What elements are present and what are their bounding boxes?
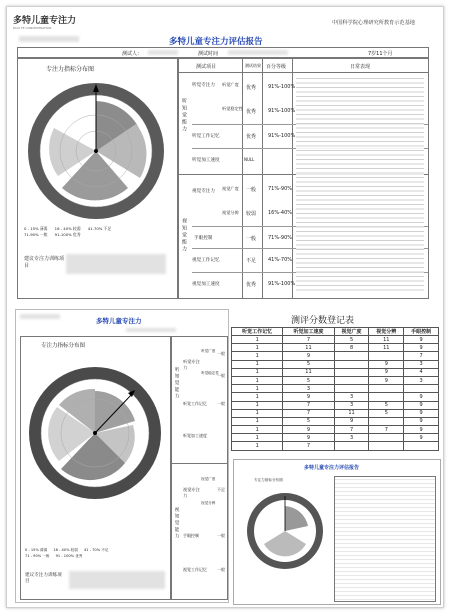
score-cell: 1 <box>232 336 283 344</box>
score-row <box>232 393 439 401</box>
score-cell: 1 <box>232 385 283 393</box>
score-register-page <box>229 309 441 461</box>
score-cell: 1 <box>232 409 283 417</box>
page2-table <box>170 336 228 600</box>
page2-legend <box>25 547 169 559</box>
row-6-pct: 71%-90% <box>268 235 293 241</box>
score-cell <box>334 368 369 376</box>
score-row <box>232 434 439 442</box>
page2-legend-2: 41 - 70% 不足 <box>83 548 109 552</box>
row-8-result: 优秀 <box>246 282 257 288</box>
score-cell: 5 <box>283 360 334 368</box>
score-cell: 3 <box>334 393 369 401</box>
report-title: 多特儿童专注力评估报告 <box>169 37 263 47</box>
score-header-4: 手眼控制 <box>404 328 439 336</box>
score-cell: 1 <box>232 417 283 425</box>
chart-panel-2 <box>20 336 172 600</box>
score-cell: 7 <box>283 336 334 344</box>
score-cell: 1 <box>232 434 283 442</box>
score-row <box>232 352 439 360</box>
score-cell: 1 <box>232 376 283 384</box>
header-divider <box>178 72 428 73</box>
page2-sub-3: 视觉分辨 <box>201 501 216 505</box>
page4-title: 多特儿童专注力评估报告 <box>304 465 360 471</box>
page2-result-2: 一般 <box>217 401 225 406</box>
blurred-header-2 <box>20 314 60 319</box>
row-1-pct: 91%-100% <box>268 108 296 114</box>
score-cell: 4 <box>404 368 439 376</box>
score-row <box>232 344 439 352</box>
brand-logo <box>13 13 76 30</box>
score-row <box>232 442 439 450</box>
row-0-item: 听觉专注力 <box>192 83 215 88</box>
score-header-0: 听觉工作记忆 <box>232 328 283 336</box>
row-4-result: 一般 <box>246 187 257 193</box>
score-cell <box>369 393 404 401</box>
row-6-result: 一般 <box>246 236 257 242</box>
score-cell: 1 <box>232 352 283 360</box>
score-cell: 9 <box>404 417 439 425</box>
blurred-test-date <box>228 50 288 55</box>
page2-title: 多特儿童专注力 <box>96 317 142 325</box>
score-cell <box>334 360 369 368</box>
row-7-result: 不足 <box>246 258 257 264</box>
score-cell: 7 <box>334 426 369 434</box>
attention-radar-chart-4 <box>240 486 330 576</box>
score-cell: 7 <box>283 409 334 417</box>
score-cell: 7 <box>283 442 334 450</box>
score-cell: 3 <box>334 434 369 442</box>
chart-panel <box>17 57 179 299</box>
score-row <box>232 376 439 384</box>
page2-domain-divider <box>171 463 227 464</box>
legend-3: 71-90% 一般 <box>24 232 48 237</box>
row-5-result: 较弱 <box>246 211 257 217</box>
score-cell: 9 <box>283 393 334 401</box>
score-cell: 5 <box>283 376 334 384</box>
page2-legend-3: 71 - 90% 一般 <box>25 554 50 558</box>
page2-legend-1: 16 - 40% 较弱 <box>53 548 78 552</box>
score-cell: 9 <box>283 434 334 442</box>
page2-chart-title: 专注力指标分布图 <box>41 343 86 349</box>
legend-2: 41-70% 不足 <box>87 226 112 231</box>
blurred-training-2 <box>69 571 165 589</box>
score-row <box>232 368 439 376</box>
score-cell: 9 <box>404 409 439 417</box>
score-cell <box>404 442 439 450</box>
page2-result-1: 一般 <box>217 373 225 378</box>
page2-result-0: 一般 <box>217 351 225 356</box>
score-row <box>232 336 439 344</box>
daily-performance-text <box>296 76 424 294</box>
score-cell: 1 <box>232 393 283 401</box>
score-cell: 1 <box>232 368 283 376</box>
score-cell: 9 <box>369 360 404 368</box>
score-cell: 9 <box>369 376 404 384</box>
row-6-item: 手眼控制 <box>194 236 213 241</box>
page4-table-lines <box>334 476 436 602</box>
row-5-sub: 视觉分辨 <box>222 210 239 215</box>
score-cell: 9 <box>334 417 369 425</box>
score-cell <box>334 442 369 450</box>
report-page-4 <box>233 459 441 605</box>
score-cell: 11 <box>283 344 334 352</box>
domain-auditory: 听知觉能力 <box>181 98 187 133</box>
row-8-pct: 91%-100% <box>268 281 296 287</box>
row-5-pct: 16%-40% <box>268 210 293 216</box>
score-cell: 3 <box>404 360 439 368</box>
page2-domain-auditory: 听知觉能力 <box>174 367 179 400</box>
score-cell: 3 <box>334 401 369 409</box>
score-cell: 1 <box>232 442 283 450</box>
score-cell: 5 <box>334 336 369 344</box>
score-table <box>231 327 439 451</box>
attention-radar-chart-2 <box>21 359 171 509</box>
results-table <box>177 57 429 299</box>
chart-title: 专注力指标分布图 <box>46 66 95 73</box>
brand-logo-text: 多特儿童专注力 <box>13 16 77 26</box>
score-row <box>232 409 439 417</box>
page2-result-5: 一般 <box>217 567 225 572</box>
row-2-item: 听觉工作记忆 <box>192 134 220 139</box>
page2-item-3: 视觉专注力 <box>183 487 200 498</box>
score-header-1: 听觉加工速度 <box>283 328 334 336</box>
score-cell: 1 <box>232 360 283 368</box>
test-time-label: 测试时间 <box>198 51 219 57</box>
score-cell: 9 <box>369 368 404 376</box>
score-cell: 8 <box>334 344 369 352</box>
score-cell: 9 <box>283 426 334 434</box>
page2-sub-1: 听觉稳定性 <box>201 371 219 375</box>
row-7-item: 视觉工作记忆 <box>192 258 220 263</box>
score-cell: 7 <box>369 426 404 434</box>
score-cell: 1 <box>232 426 283 434</box>
col-header-item: 测试项目 <box>196 64 217 70</box>
attention-radar-chart <box>18 76 178 226</box>
score-cell <box>404 385 439 393</box>
score-cell: 1 <box>232 344 283 352</box>
score-header-2: 视觉广度 <box>334 328 369 336</box>
page2-sub-2: 视觉广度 <box>201 477 216 481</box>
blurred-tester-name <box>148 50 178 55</box>
page2-result-3: 不足 <box>217 487 225 492</box>
score-cell: 11 <box>369 336 404 344</box>
age-value: 7岁11个月 <box>368 51 393 57</box>
page2-legend-0: 0 - 15% 薄弱 <box>25 548 48 552</box>
score-cell: 9 <box>404 426 439 434</box>
score-row <box>232 426 439 434</box>
score-register-title: 测评分数登记表 <box>291 316 355 326</box>
score-cell <box>369 385 404 393</box>
col-header-daily: 日常表现 <box>350 64 371 70</box>
legend-1: 16 - 40% 较弱 <box>54 226 81 231</box>
page4-chart-title: 专注力指标分布图 <box>254 478 283 482</box>
page2-item-2: 听觉加工速度 <box>183 433 207 438</box>
tester-label: 测试人： <box>122 51 143 57</box>
page2-item-1: 听觉工作记忆 <box>183 401 207 406</box>
page2-result-4: 一般 <box>217 533 225 538</box>
chart-legend <box>24 226 174 238</box>
score-cell <box>334 376 369 384</box>
score-cell: 7 <box>283 401 334 409</box>
score-cell: 3 <box>404 376 439 384</box>
score-table-body <box>232 336 439 451</box>
score-cell: 9 <box>404 401 439 409</box>
score-row <box>232 385 439 393</box>
score-row <box>232 401 439 409</box>
score-cell <box>369 352 404 360</box>
page2-domain-visual: 视知觉能力 <box>174 507 179 540</box>
score-cell: 9 <box>283 352 334 360</box>
score-cell: 5 <box>369 409 404 417</box>
score-table-header <box>232 328 439 336</box>
row-4-sub: 视觉广度 <box>222 186 239 191</box>
row-4-item: 视觉专注力 <box>192 189 215 194</box>
row-7-pct: 41%-70% <box>268 257 293 263</box>
domain-visual: 视知觉能力 <box>181 218 187 253</box>
score-cell: 5 <box>283 417 334 425</box>
score-cell <box>369 442 404 450</box>
page2-sub-0: 听觉广度 <box>201 349 216 353</box>
row-8-item: 视觉加工速度 <box>192 282 220 287</box>
score-header-3: 视觉分辨 <box>369 328 404 336</box>
report-page-1 <box>7 7 443 299</box>
row-3-item: 听觉加工速度 <box>192 158 220 163</box>
score-cell: 9 <box>404 336 439 344</box>
score-cell <box>369 417 404 425</box>
score-cell <box>369 434 404 442</box>
score-cell: 11 <box>283 368 334 376</box>
score-row <box>232 417 439 425</box>
score-cell: 9 <box>404 393 439 401</box>
page2-legend-4: 91 - 100% 优秀 <box>55 554 83 558</box>
row-0-result: 优秀 <box>246 85 257 91</box>
score-cell: 9 <box>404 434 439 442</box>
row-0-pct: 91%-100% <box>268 84 296 90</box>
score-cell: 1 <box>232 401 283 409</box>
page2-training-label: 建议专注力训练项目 <box>25 573 62 584</box>
page2-item-0: 听觉专注力 <box>183 359 200 370</box>
row-2-result: 优秀 <box>246 134 257 140</box>
row-3-result: NULL <box>244 157 255 162</box>
blurred-info-2 <box>126 328 176 332</box>
col-header-result: 测试结果 <box>245 63 261 68</box>
score-cell: 7 <box>404 352 439 360</box>
score-cell: 5 <box>369 401 404 409</box>
score-row <box>232 360 439 368</box>
row-0-sub: 听觉广度 <box>222 82 239 87</box>
col-header-percentile: 百分等级 <box>266 64 287 70</box>
page2-item-4: 手眼控制 <box>183 533 199 538</box>
row-2-pct: 91%-100% <box>268 133 296 139</box>
row-4-pct: 71%-90% <box>268 186 293 192</box>
row-1-sub: 听觉稳定性 <box>222 106 243 111</box>
score-cell: 11 <box>369 344 404 352</box>
score-cell: 9 <box>404 344 439 352</box>
score-cell: 3 <box>283 385 334 393</box>
score-cell <box>334 352 369 360</box>
row-1-result: 优秀 <box>246 109 257 115</box>
report-page-2 <box>15 309 229 603</box>
legend-4: 91-100% 优秀 <box>54 232 81 237</box>
blurred-training-items <box>66 254 166 274</box>
page2-item-5: 视觉工作记忆 <box>183 567 207 572</box>
collage-frame <box>6 6 444 608</box>
blurred-header-name <box>19 36 79 42</box>
score-cell <box>334 385 369 393</box>
score-cell: 11 <box>334 409 369 417</box>
brand-logo-sub: DUO TE CONCENTRATION <box>13 26 52 30</box>
institution-name: 中国科学院心理研究所教育示范基地 <box>331 20 415 26</box>
training-label: 建议专注力训练项目 <box>24 256 65 269</box>
legend-0: 0 - 15% 薄弱 <box>24 226 48 231</box>
